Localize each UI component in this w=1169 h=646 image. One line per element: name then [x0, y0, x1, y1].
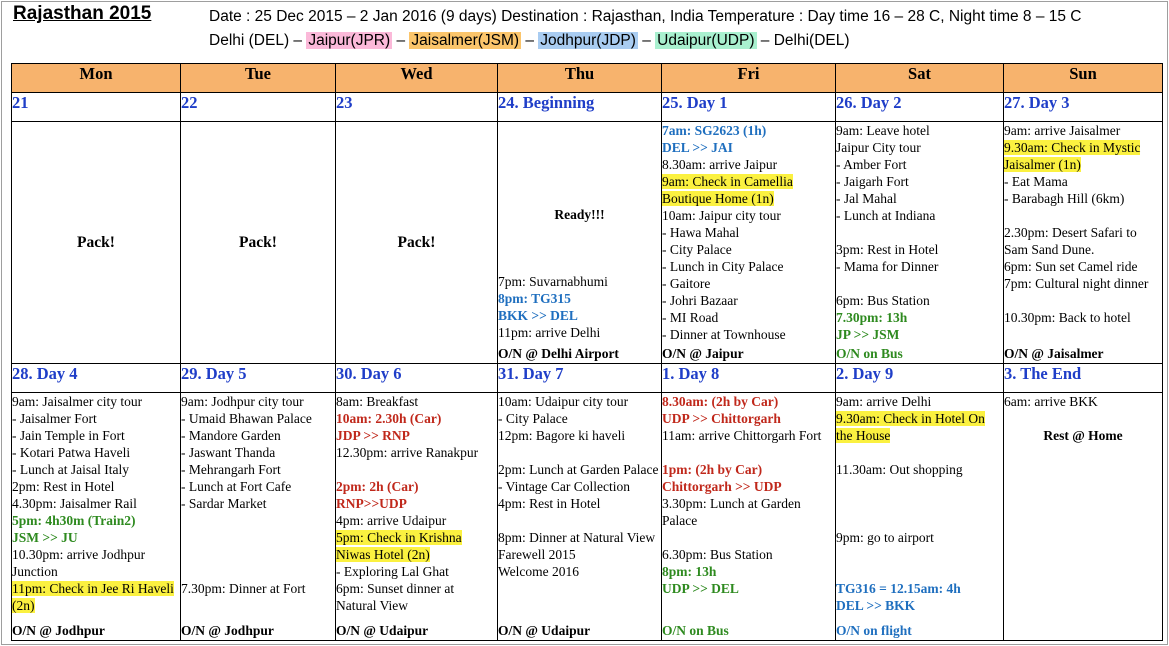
itinerary-line: 6.30pm: Bus Station: [662, 547, 773, 562]
hotel-checkin-highlight: 9.30am: Check in Hotel On the House: [836, 411, 985, 443]
itinerary-line: 6pm: Sunset dinner at Natural View: [336, 581, 455, 613]
itinerary-line: 2.30pm: Desert Safari to Sam Sand Dune.: [1004, 225, 1137, 257]
week1-date-row: [12, 93, 1163, 122]
itinerary-line: 9pm: go to airport: [836, 530, 934, 545]
date-cell: 26. Day 2: [836, 93, 1004, 122]
spacer: [181, 563, 335, 580]
day-cell: [662, 393, 836, 641]
itinerary-line: 10am: 2.30h (Car): [336, 411, 442, 426]
day-cell: [181, 393, 336, 641]
itinerary-line: 11.30am: Out shopping: [836, 462, 963, 477]
day-cell-content: [12, 393, 180, 640]
itinerary-line: - Gaitore: [662, 276, 711, 291]
itinerary-line: [12, 580, 180, 614]
itinerary-line: 8.30am: (2h by Car): [662, 394, 779, 409]
route-stop-jaipur: Jaipur(JPR): [308, 32, 391, 49]
route-stop-udaipur: Udaipur(UDP): [657, 32, 755, 49]
itinerary-line: Welcome 2016: [498, 564, 580, 579]
day-cell-content: [1004, 393, 1162, 640]
itinerary-line: TG316 = 12.15am: 4h: [836, 581, 961, 596]
itinerary-line: - Hawa Mahal: [662, 225, 740, 240]
day-cell-content: [836, 393, 1003, 640]
itinerary-line: - Umaid Bhawan Palace: [181, 411, 312, 426]
overnight-stay: O/N @ Udaipur: [498, 623, 591, 638]
weekday-header: Wed: [336, 64, 498, 93]
itinerary-line: - Mama for Dinner: [836, 259, 939, 274]
day-cell-content: [336, 122, 497, 363]
day-cell: [498, 122, 662, 364]
cell-note: Pack!: [239, 234, 277, 251]
spacer: [836, 546, 1003, 563]
itinerary-line: - Barabagh Hill (6km): [1004, 191, 1125, 206]
spacer: [498, 444, 661, 461]
itinerary-line: - Sardar Market: [181, 496, 267, 511]
itinerary-line: 7.30pm: 13h: [836, 310, 908, 325]
spacer: [836, 224, 1003, 241]
itinerary-line: 3.30pm: Lunch at Garden Palace: [662, 496, 801, 528]
hotel-checkin-highlight: 5pm: Check in Krishna Niwas Hotel (2n): [336, 530, 462, 562]
weekday-header: Sat: [836, 64, 1004, 93]
spacer: [336, 461, 497, 478]
itinerary-line: - Kotari Patwa Haveli: [12, 445, 131, 460]
itinerary-line: [1004, 139, 1162, 173]
itinerary-line: 4pm: Rest in Hotel: [498, 496, 601, 511]
itinerary-line: - Lunch at Indiana: [836, 208, 936, 223]
spacer: [1004, 292, 1162, 309]
itinerary-line: 2pm: Rest in Hotel: [12, 479, 115, 494]
itinerary-line: [662, 173, 835, 207]
day-cell: [181, 122, 336, 364]
spacer: [662, 529, 835, 546]
overnight-stay: O/N on Bus: [836, 346, 903, 361]
weekday-header-row: [12, 64, 1163, 93]
itinerary-line: - Dinner at Townhouse: [662, 327, 786, 342]
day-cell: [836, 393, 1004, 641]
itinerary-line: - Jaswant Thanda: [181, 445, 276, 460]
itinerary-line: BKK >> DEL: [498, 308, 578, 323]
day-cell-content: [498, 393, 661, 640]
itinerary-line: - Lunch in City Palace: [662, 259, 784, 274]
itinerary-line: DEL >> BKK: [836, 598, 916, 613]
day-cell-content: [1004, 122, 1162, 363]
day-cell-content: [836, 122, 1003, 363]
itinerary-line: 6am: arrive BKK: [1004, 394, 1098, 409]
day-cell: [12, 393, 181, 641]
itinerary-line: - Vintage Car Collection: [498, 479, 631, 494]
itinerary-line: - Eat Mama: [1004, 174, 1068, 189]
itinerary-line: - City Palace: [662, 242, 732, 257]
itinerary-line: - Mandore Garden: [181, 428, 281, 443]
day-cell: [336, 393, 498, 641]
itinerary-line: 8.30am: arrive Jaipur: [662, 157, 778, 172]
itinerary-line: 12pm: Bagore ki haveli: [498, 428, 626, 443]
itinerary-line: 7pm: Cultural night dinner: [1004, 276, 1149, 291]
itinerary-line: [336, 529, 497, 563]
day-cell-content: [12, 122, 180, 363]
itinerary-line: 10.30pm: Back to hotel: [1004, 310, 1131, 325]
itinerary-line: 2pm: 2h (Car): [336, 479, 419, 494]
itinerary-line: - Exploring Lal Ghat: [336, 564, 449, 579]
spacer: [1004, 207, 1162, 224]
route-stop-jodhpur: Jodhpur(JDP): [540, 32, 636, 49]
week2-date-row: [12, 364, 1163, 393]
day-cell-content: [662, 122, 835, 363]
itinerary-line: 6pm: Bus Station: [836, 293, 930, 308]
itinerary-line: - Lunch at Jaisal Italy: [12, 462, 129, 477]
itinerary-line: 8pm: TG315: [498, 291, 571, 306]
itinerary-line: UDP >> Chittorgarh: [662, 411, 781, 426]
itinerary-line: 9am: Jaisalmer city tour: [12, 394, 143, 409]
day-cell: [1004, 393, 1163, 641]
itinerary-line: 1pm: (2h by Car): [662, 462, 763, 477]
itinerary-line: - MI Road: [662, 310, 719, 325]
itinerary-line: 11am: arrive Chittorgarh Fort: [662, 428, 822, 443]
itinerary-line: - Johri Bazaar: [662, 293, 738, 308]
itinerary-line: - Amber Fort: [836, 157, 907, 172]
day-cell: [662, 122, 836, 364]
hotel-checkin-highlight: 9am: Check in Camellia Boutique Home (1n): [662, 174, 793, 206]
itinerary-line: 4.30pm: Jaisalmer Rail: [12, 496, 137, 511]
spacer: [836, 275, 1003, 292]
day-cell: [836, 122, 1004, 364]
itinerary-line: 8pm: 13h: [662, 564, 717, 579]
date-cell: 22: [181, 93, 336, 122]
itinerary-line: Rest @ Home: [1043, 428, 1123, 443]
itinerary-line: - Lunch at Fort Cafe: [181, 479, 292, 494]
itinerary-line: 7.30pm: Dinner at Fort: [181, 581, 306, 596]
itinerary-line: 3pm: Rest in Hotel: [836, 242, 939, 257]
itinerary-line: 2pm: Lunch at Garden Palace: [498, 462, 659, 477]
spacer: [836, 444, 1003, 461]
itinerary-line: 10am: Jaipur city tour: [662, 208, 781, 223]
day-cell: [498, 393, 662, 641]
route-line: Delhi (DEL) – Jaipur(JPR) – Jaisalmer(JSM) – Jodhpur(JDP) – Udaipur(UDP) – Delhi(DEL): [209, 32, 850, 49]
day-cell: [12, 122, 181, 364]
itinerary-line: 12.30pm: arrive Ranakpur: [336, 445, 479, 460]
route-start: Delhi (DEL): [209, 32, 290, 49]
spacer: [662, 444, 835, 461]
spacer: [836, 512, 1003, 529]
itinerary-line: 4pm: arrive Udaipur: [336, 513, 447, 528]
date-cell: 25. Day 1: [662, 93, 836, 122]
itinerary-line: 9am: arrive Jaisalmer: [1004, 123, 1121, 138]
weekday-header: Thu: [498, 64, 662, 93]
overnight-stay: O/N @ Jodhpur: [12, 623, 105, 638]
itinerary-line: 9am: Leave hotel: [836, 123, 930, 138]
overnight-stay: O/N @ Jaisalmer: [1004, 346, 1104, 361]
spacer: [181, 529, 335, 546]
weekday-header: Sun: [1004, 64, 1163, 93]
overnight-stay: O/N on Bus: [662, 623, 729, 638]
day-cell: [336, 122, 498, 364]
date-cell: 21: [12, 93, 181, 122]
spacer: [181, 546, 335, 563]
itinerary-line: 10.30pm: arrive Jodhpur Junction: [12, 547, 146, 579]
route-stop-jaisalmer: Jaisalmer(JSM): [411, 32, 520, 49]
itinerary-line: - Jaisalmer Fort: [12, 411, 97, 426]
weekday-header: Tue: [181, 64, 336, 93]
week2-content-row: [12, 393, 1163, 641]
itinerary-line: 6pm: Sun set Camel ride: [1004, 259, 1138, 274]
cell-note: Pack!: [397, 234, 436, 251]
itinerary-line: 7am: SG2623 (1h): [662, 123, 767, 138]
cell-note: Pack!: [77, 234, 115, 251]
hotel-checkin-highlight: 11pm: Check in Jee Ri Haveli (2n): [12, 581, 174, 613]
date-cell: 24. Beginning: [498, 93, 662, 122]
day-cell-content: [662, 393, 835, 640]
spacer: [836, 563, 1003, 580]
weekday-header: Mon: [12, 64, 181, 93]
itinerary-line: JP >> JSM: [836, 327, 900, 342]
itinerary-line: - City Palace: [498, 411, 568, 426]
overnight-stay: O/N @ Udaipur: [336, 623, 429, 638]
cell-note: Ready!!!: [554, 207, 605, 222]
overnight-stay: O/N @ Jodhpur: [181, 623, 274, 638]
date-cell: 3. The End: [1004, 364, 1163, 393]
date-cell: 28. Day 4: [12, 364, 181, 393]
date-cell: 29. Day 5: [181, 364, 336, 393]
spacer: [836, 478, 1003, 495]
itinerary-line: 11pm: arrive Delhi: [498, 325, 601, 340]
hotel-checkin-highlight: 9.30am: Check in Mystic Jaisalmer (1n): [1004, 140, 1141, 172]
day-cell-content: [181, 393, 335, 640]
date-cell: 1. Day 8: [662, 364, 836, 393]
date-cell: 31. Day 7: [498, 364, 662, 393]
itinerary-line: - Mehrangarh Fort: [181, 462, 281, 477]
itinerary-line: Jaipur City tour: [836, 140, 921, 155]
spacer: [836, 495, 1003, 512]
date-cell: 23: [336, 93, 498, 122]
itinerary-line: - Jain Temple in Fort: [12, 428, 125, 443]
day-cell: [1004, 122, 1163, 364]
itinerary-line: - Jal Mahal: [836, 191, 897, 206]
itinerary-line: [836, 410, 1003, 444]
itinerary-line: Farewell 2015: [498, 547, 576, 562]
overnight-stay: O/N @ Delhi Airport: [498, 346, 619, 361]
page-title: Rajasthan 2015: [13, 3, 152, 24]
day-cell-content: [336, 393, 497, 640]
itinerary-line: JSM >> JU: [12, 530, 78, 545]
trip-info: Date : 25 Dec 2015 – 2 Jan 2016 (9 days) Destination : Rajasthan, India Temperature : Day time 16 – 28 C, Night time 8 – 15 C: [209, 8, 1082, 25]
overnight-stay: O/N on flight: [836, 623, 912, 638]
spacer: [498, 512, 661, 529]
spacer: [181, 512, 335, 529]
route-end: Delhi(DEL): [773, 32, 850, 49]
itinerary-line: RNP>>UDP: [336, 496, 407, 511]
itinerary-line: 10am: Udaipur city tour: [498, 394, 629, 409]
itinerary-line: 9am: arrive Delhi: [836, 394, 932, 409]
itinerary-line: JDP >> RNP: [336, 428, 410, 443]
itinerary-line: 8pm: Dinner at Natural View: [498, 530, 656, 545]
weekday-header: Fri: [662, 64, 836, 93]
itinerary-line: UDP >> DEL: [662, 581, 739, 596]
itinerary-line: - Jaigarh Fort: [836, 174, 909, 189]
itinerary-line: Chittorgarh >> UDP: [662, 479, 782, 494]
date-cell: 27. Day 3: [1004, 93, 1163, 122]
itinerary-line: 9am: Jodhpur city tour: [181, 394, 304, 409]
day-cell-content: [498, 122, 661, 363]
itinerary-line: 5pm: 4h30m (Train2): [12, 513, 136, 528]
overnight-stay: O/N @ Jaipur: [662, 346, 744, 361]
date-cell: 2. Day 9: [836, 364, 1004, 393]
itinerary-calendar: [11, 63, 1163, 641]
itinerary-line: 7pm: Suvarnabhumi: [498, 274, 608, 289]
week1-content-row: [12, 122, 1163, 364]
date-cell: 30. Day 6: [336, 364, 498, 393]
itinerary-line: 8am: Breakfast: [336, 394, 419, 409]
itinerary-line: DEL >> JAI: [662, 140, 733, 155]
day-cell-content: [181, 122, 335, 363]
